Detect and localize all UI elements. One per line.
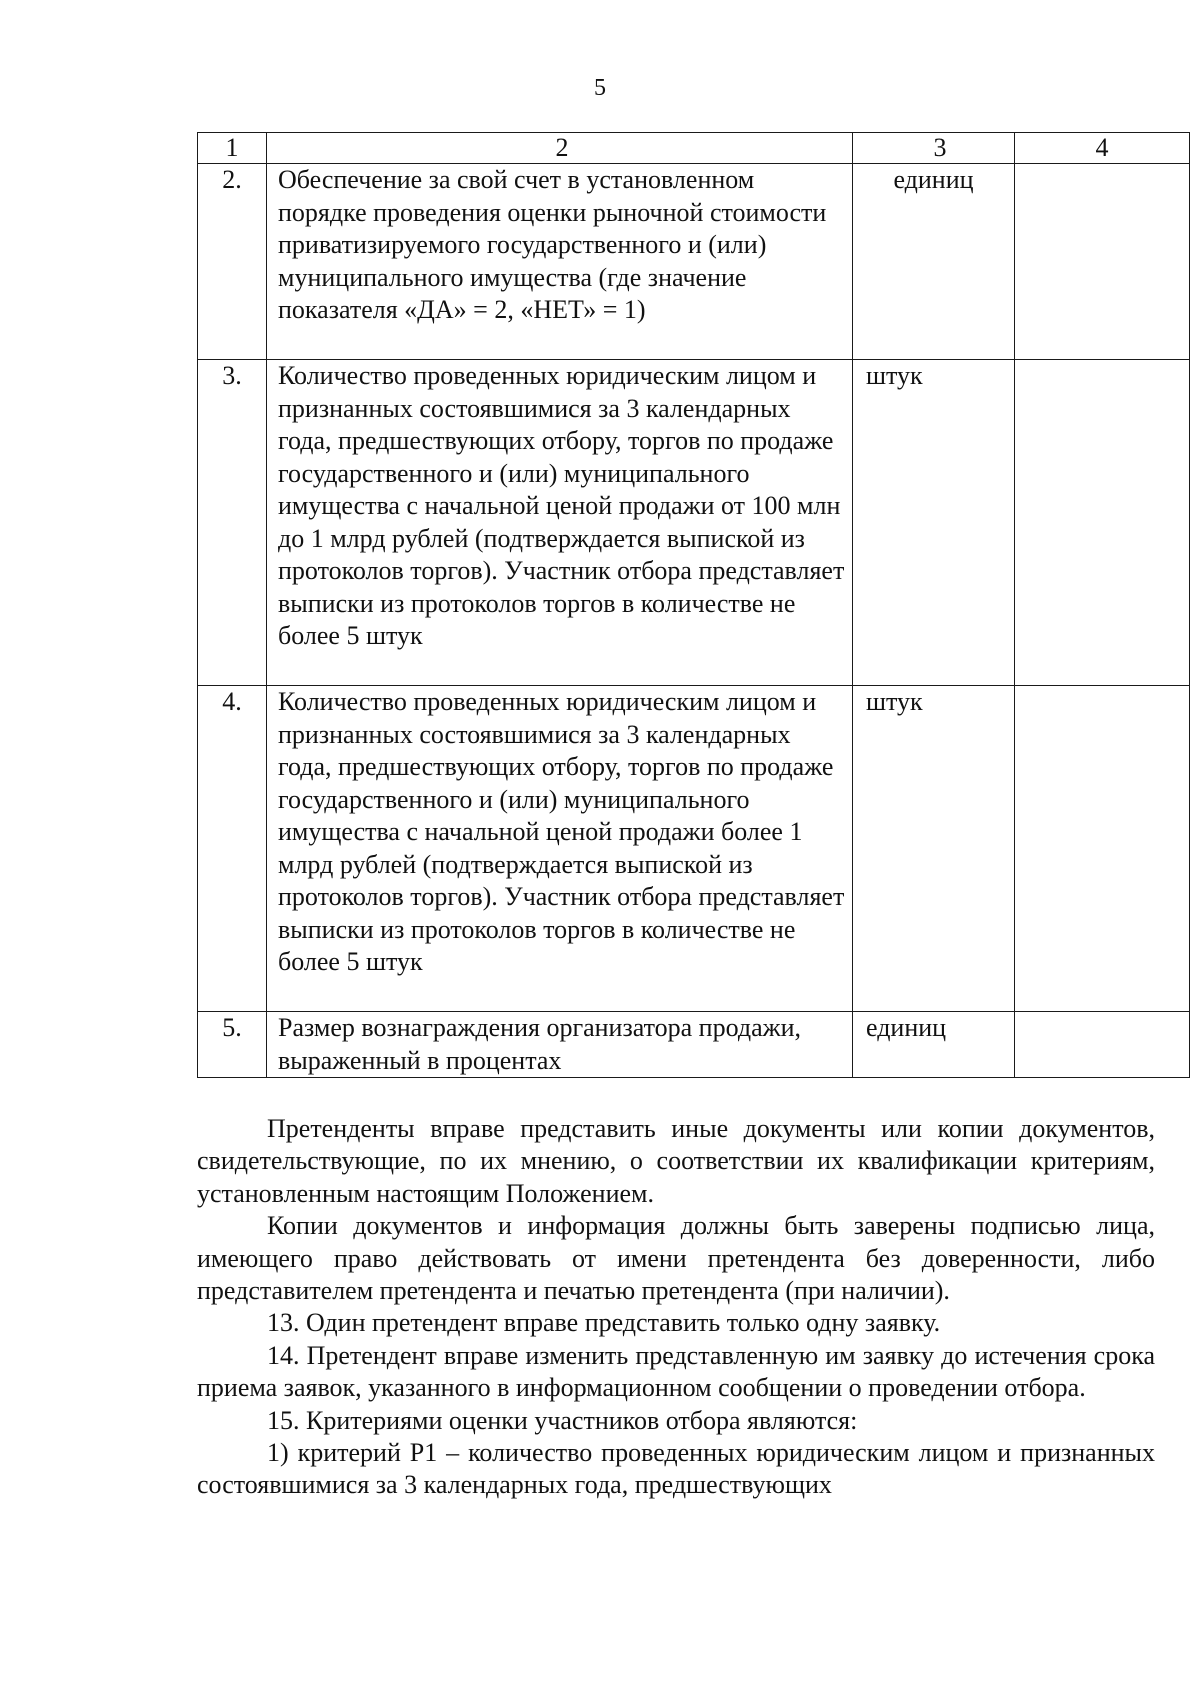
paragraph-other-documents: Претенденты вправе представить иные документы или копии документов, свидетельствующие, по их мнению, о соответствии их квалификации критериям, установленным настоящим Положением. xyxy=(197,1114,1155,1208)
criteria-table xyxy=(197,132,1190,1078)
criterion-text: Обеспечение за свой счет в установленном порядке проведения оценки рыночной стоимости приватизируемого государственного и (или) муниципального имущества (где значение показателя «ДА» = 2, «НЕТ» = 1) xyxy=(267,164,853,360)
criterion-text: Размер вознаграждения организатора продажи, выраженный в процентах xyxy=(267,1012,853,1078)
table-header-row xyxy=(198,133,1190,164)
value-cell xyxy=(1015,164,1190,360)
page-number: 5 xyxy=(594,75,606,101)
column-header-4: 4 xyxy=(1015,133,1190,164)
unit-cell: единиц xyxy=(853,164,1015,360)
paragraph-13: 13. Один претендент вправе представить только одну заявку. xyxy=(267,1308,941,1338)
unit-cell: штук xyxy=(853,360,1015,686)
column-header-2: 2 xyxy=(267,133,853,164)
paragraph-15: 15. Критериями оценки участников отбора являются: xyxy=(267,1405,858,1435)
table-row xyxy=(198,1012,1190,1078)
column-header-1: 1 xyxy=(198,133,267,164)
table-row xyxy=(198,164,1190,360)
paragraph-certification: Копии документов и информация должны быть заверены подписью лица, имеющего право действовать от имени претендента без доверенности, либо представителем претендента и печатью претендента (при наличии). xyxy=(197,1211,1155,1306)
value-cell xyxy=(1015,686,1190,1012)
row-number: 4. xyxy=(198,686,267,1012)
criterion-text: Количество проведенных юридическим лицом и признанных состоявшимися за 3 календарных года, предшествующих отбору, торгов по продаже государственного и (или) муниципального имущества с начальной ценой продажи более 1 млрд рублей (подтверждается выпиской из протоколов торгов). Участник отбора представляет выписки из протоколов торгов в количестве не более 5 штук xyxy=(267,686,853,1012)
paragraph-criterion-p1: 1) критерий Р1 – количество проведенных юридическим лицом и признанных состоявшимися за 3 календарных года, предшествующих xyxy=(197,1438,1155,1500)
unit-cell: штук xyxy=(853,686,1015,1012)
paragraph-14: 14. Претендент вправе изменить представленную им заявку до истечения срока приема заявок, указанного в информационном сообщении о проведении отбора. xyxy=(197,1340,1155,1403)
table-row xyxy=(198,686,1190,1012)
table-row xyxy=(198,360,1190,686)
row-number: 5. xyxy=(198,1012,267,1078)
row-number: 2. xyxy=(198,164,267,360)
column-header-3: 3 xyxy=(853,133,1015,164)
value-cell xyxy=(1015,360,1190,686)
body-text xyxy=(197,1113,1155,1502)
criterion-text: Количество проведенных юридическим лицом и признанных состоявшимися за 3 календарных года, предшествующих отбору, торгов по продаже государственного и (или) муниципального имущества с начальной ценой продажи от 100 млн до 1 млрд рублей (подтверждается выпиской из протоколов торгов). Участник отбора представляет выписки из протоколов торгов в количестве не более 5 штук xyxy=(267,360,853,686)
value-cell xyxy=(1015,1012,1190,1078)
row-number: 3. xyxy=(198,360,267,686)
unit-cell: единиц xyxy=(853,1012,1015,1078)
